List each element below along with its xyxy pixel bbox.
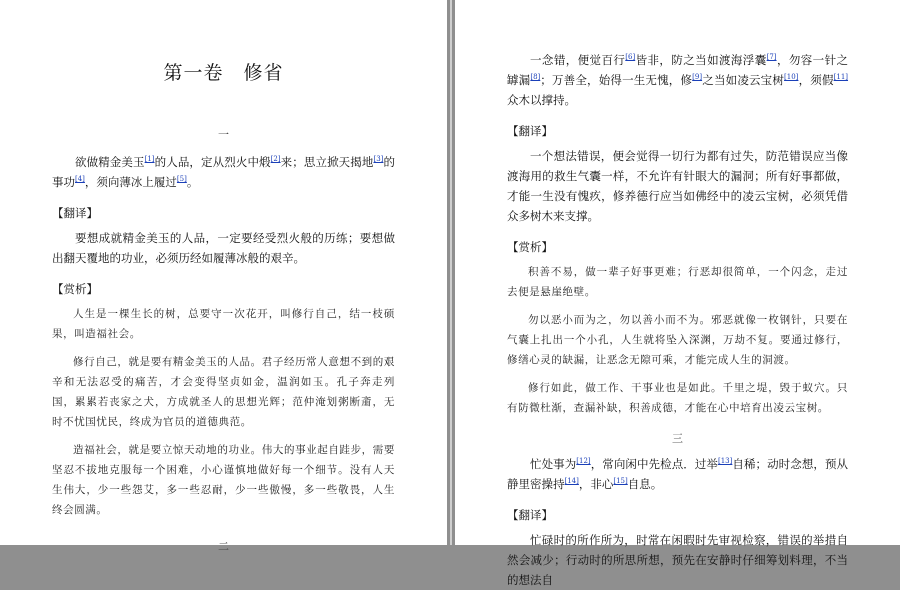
appreciation-heading-1: 【赏析】 [52,282,98,296]
footnote-link-13[interactable]: [13] [717,457,733,466]
appreciation-heading-2: 【赏析】 [507,240,553,254]
original-text-3: 忙处事为[12]，常向闲中先检点．过举[13]自稀；动时念想，预从静里密操持[14]，非心[15]自息。 [507,457,849,491]
right-page [455,0,900,587]
translation-text-3: 忙碌时的所作所为，时常在闲暇时先审视检察，错误的举措自然会减少；行动时的所思所想，预先在安静时仔细筹划料理，不当的想法自 [507,533,848,587]
translation-heading-1: 【翻译】 [52,206,98,220]
chapter-title: 第一卷 修省 [163,62,284,84]
appreciation-paragraph: 造福社会，就是要立惊天动地的功业。伟大的事业起自跬步，需要坚忍不拔地克服每一个困难，小心谨慎地做好每一个细节。没有人天生伟大，少一些怨艾，多一些忍耐，少一些傲慢，多一些敬畏，人生终会圆满。 [52,444,395,516]
footnote-link-6[interactable]: [6] [625,53,636,62]
footnote-link-14[interactable]: [14] [564,477,579,486]
footnote-link-2[interactable]: [2] [270,155,281,164]
appreciation-paragraph: 修行如此，做工作、干事业也是如此。千里之堤，毁于蚁穴。只有防微杜渐，查漏补缺，积善成德，才能在心中培育出凌云宝树。 [507,382,848,414]
footnote-link-12[interactable]: [12] [576,457,591,466]
translation-text-1: 要想成就精金美玉的人品，一定要经受烈火般的历练；要想做出翻天覆地的功业，必须历经如履薄冰般的艰辛。 [52,231,395,265]
original-text-2: 一念错，便觉百行[6]皆非，防之当如渡海浮囊[7]，勿容一针之罅漏[8]；万善全，始得一生无愧，修[9]之当如凌云宝树[10]，须假[11]众木以撑持。 [507,53,849,107]
section-number-3: 三 [672,432,683,445]
footnote-link-8[interactable]: [8] [530,73,541,82]
translation-text-2: 一个想法错误，便会觉得一切行为都有过失，防范错误应当像渡海用的救生气囊一样，不允许有针眼大的漏洞；所有好事都做，才能一生没有愧疚，修养德行应当如佛经中的凌云宝树，必须凭借众多树木来支撑。 [507,149,848,223]
footnote-link-5[interactable]: [5] [176,175,187,184]
footnote-link-7[interactable]: [7] [766,53,777,62]
footnote-link-11[interactable]: [11] [833,73,849,82]
section-number-2: 二 [218,540,229,553]
appreciation-paragraph: 勿以恶小而为之，勿以善小而不为。邪恶就像一枚钢针，只要在气囊上扎出一个小孔，人生就将坠入深渊，万劫不复。要通过修行，修缮心灵的缺漏，让恶念无隙可乘，才能完成人生的洞渡。 [507,314,848,366]
appreciation-paragraph: 人生是一棵生长的树，总要守一次花开，叫修行自己，结一枝硕果，叫造福社会。 [52,308,395,340]
footnote-link-15[interactable]: [15] [613,477,628,486]
footnote-link-4[interactable]: [4] [75,175,85,184]
appreciation-paragraph: 积善不易，做一辈子好事更难；行恶却很简单，一个闪念，走过去便是悬崖绝壁。 [507,266,848,298]
section-number-1: 一 [218,128,229,141]
footnote-link-3[interactable]: [3] [373,155,384,164]
page-gutter [447,0,455,545]
footnote-link-9[interactable]: [9] [692,73,703,82]
footnote-link-10[interactable]: [10] [784,73,799,82]
left-page [0,0,447,553]
appreciation-paragraph: 修行自己，就是要有精金美玉的人品。君子经历常人意想不到的艰辛和无法忍受的痛苦，才会变得坚贞如金，温润如玉。孔子奔走列国，累累若丧家之犬，方成就圣人的思想光辉；范仲淹划粥断齑，无时不忧国忧民，终成为官员的道德典范。 [52,356,395,428]
original-text-1: 欲做精金美玉[1]的人品，定从烈火中煅[2]来；思立掀天揭地[3]的事功[4]，须向薄冰上履过[5]。 [52,155,396,189]
translation-heading-3: 【翻译】 [507,508,553,522]
translation-heading-2: 【翻译】 [507,124,553,138]
footnote-link-1[interactable]: [1] [144,155,155,164]
